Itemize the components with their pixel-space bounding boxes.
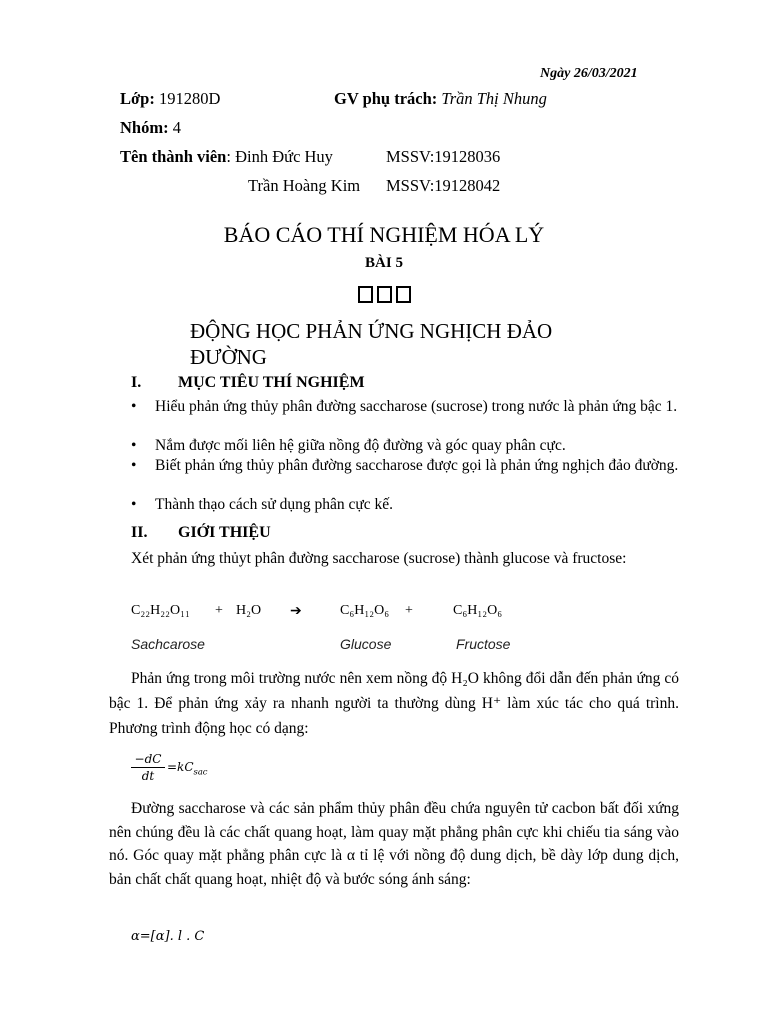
lesson-heading: ĐỘNG HỌC PHẢN ỨNG NGHỊCH ĐẢO ĐƯỜNG (190, 319, 553, 369)
members-line (120, 147, 333, 167)
eq-rhs-text: =kC (167, 760, 194, 774)
group-label: Nhóm: (120, 118, 169, 137)
box-glyph (396, 286, 411, 303)
bullet-text: Hiểu phản ứng thủy phân đường saccharose (sucrose) trong nước là phản ứng bậc 1. (155, 398, 678, 415)
label-fructose: Fructose (456, 636, 511, 652)
paragraph-optical: Đường saccharose và các sản phẩm thủy phân đều chứa nguyên tử cacbon bất đối xứng nên chúng đều là các chất quang hoạt, làm quay mặt phẳng phân cực khi chiếu tia sáng vào nó. Góc quay mặt phẳng phân cực là α tỉ lệ với nồng độ dung dịch, bề dày lớp dung dịch, bản chất chất quang hoạt, nhiệt độ và bước sóng ánh sáng: (109, 800, 679, 888)
teacher-line (334, 89, 547, 109)
member1-id: MSSV:19128036 (386, 147, 501, 166)
label-sucrose: Sachcarose (131, 636, 205, 652)
section1-number: I. (131, 374, 142, 391)
decorative-boxes (0, 286, 768, 308)
bullet-icon: • (131, 398, 137, 415)
class-label: Lớp: (120, 89, 155, 108)
section2-number: II. (131, 524, 148, 541)
rotation-equation: α=[α]. l . C (131, 929, 205, 944)
product-glucose: C₆H₁₂O₆ (340, 603, 390, 618)
bullet-icon: • (131, 437, 137, 454)
reaction-arrow-icon: ➔ (290, 604, 302, 619)
report-date: Ngày 26/03/2021 (540, 66, 638, 81)
member2-id: MSSV:19128042 (386, 176, 501, 195)
group-line (120, 118, 181, 138)
bullet-icon: • (131, 496, 137, 513)
box-glyph (377, 286, 392, 303)
product-fructose: C₆H₁₂O₆ (453, 603, 503, 618)
paragraph-order: Phản ứng trong môi trường nước nên xem nồng độ H₂O không đổi dẫn đến phản ứng có bậc 1. Để phản ứng xảy ra nhanh người ta thường dùng H⁺ làm xúc tác cho quá trình. Phương trình động học có dạng: (109, 670, 679, 737)
section1-title: MỤC TIÊU THÍ NGHIỆM (178, 374, 365, 391)
class-value: 191280D (154, 89, 221, 108)
eq-denominator: dt (141, 769, 155, 783)
bullet-text: Biết phản ứng thủy phân đường saccharose được gọi là phản ứng nghịch đảo đường. (155, 457, 679, 474)
intro-paragraph: Xét phản ứng thủyt phân đường saccharose (sucrose) thành glucose và fructose: (131, 550, 627, 567)
plus-sign: + (405, 603, 413, 618)
class-line (120, 89, 220, 109)
group-value: 4 (168, 118, 181, 137)
teacher-label: GV phụ trách: (334, 89, 438, 108)
reactant-sucrose: C₂₂H₂₂O₁₁ (131, 603, 190, 618)
bullet-text: Thành thạo cách sử dụng phân cực kế. (155, 496, 394, 513)
plus-sign: + (215, 603, 223, 618)
eq-rhs (167, 760, 208, 776)
reactant-water: H₂O (236, 603, 262, 618)
bullet-icon: • (131, 457, 137, 474)
eq-sub: sac (193, 766, 208, 777)
member2-name: Trần Hoàng Kim (248, 176, 361, 195)
members-label: Tên thành viên (120, 147, 227, 166)
report-title: BÁO CÁO THÍ NGHIỆM HÓA LÝ (223, 222, 545, 247)
lesson-number: BÀI 5 (365, 255, 403, 271)
member1-name: : Đinh Đức Huy (226, 147, 333, 166)
eq-numerator: −dC (131, 752, 165, 768)
box-glyph (358, 286, 373, 303)
label-glucose: Glucose (340, 636, 392, 652)
teacher-name: Trần Thị Nhung (441, 89, 547, 108)
section2-title: GIỚI THIỆU (178, 524, 271, 541)
bullet-text: Nắm được mối liên hệ giữa nồng độ đường và góc quay phân cực. (155, 437, 566, 454)
